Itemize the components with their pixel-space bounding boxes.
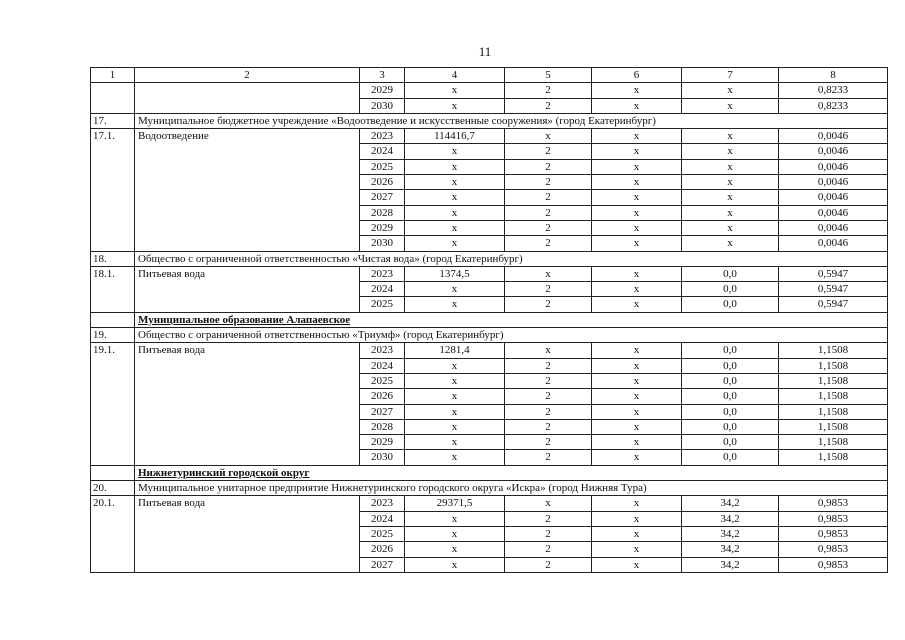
table-body (91, 68, 888, 573)
col7-cell: 34,2 (682, 511, 779, 526)
item-name-cell (135, 373, 360, 388)
item-name-cell (135, 236, 360, 251)
item-name-cell: Питьевая вода (135, 343, 360, 358)
value-cell: 1281,4 (405, 343, 505, 358)
item-number-cell: 17.1. (91, 129, 135, 144)
col6-cell: х (592, 404, 682, 419)
item-number-cell (91, 526, 135, 541)
value-cell: х (405, 159, 505, 174)
value-cell: х (405, 175, 505, 190)
col5-cell: х (505, 266, 592, 281)
year-cell: 2025 (360, 159, 405, 174)
col7-cell: х (682, 190, 779, 205)
item-number-cell (91, 358, 135, 373)
col7-cell: 0,0 (682, 282, 779, 297)
col5-cell: 2 (505, 190, 592, 205)
section-title: Нижнетуринский городской округ (138, 466, 310, 479)
value-cell: х (405, 526, 505, 541)
item-number-cell (91, 542, 135, 557)
header-cell: 1 (91, 68, 135, 83)
value-cell: 1374,5 (405, 266, 505, 281)
value-cell: х (405, 144, 505, 159)
item-name-cell (135, 526, 360, 541)
item-name-cell (135, 190, 360, 205)
col7-cell: 0,0 (682, 419, 779, 434)
col5-cell: 2 (505, 389, 592, 404)
col5-cell: 2 (505, 526, 592, 541)
col7-cell: 0,0 (682, 373, 779, 388)
organization-row (91, 251, 888, 266)
col6-cell: х (592, 98, 682, 113)
item-number-cell (91, 389, 135, 404)
item-number-cell: 18.1. (91, 266, 135, 281)
item-number-cell (91, 282, 135, 297)
year-cell: 2027 (360, 557, 405, 572)
col5-cell: 2 (505, 175, 592, 190)
col5-cell: 2 (505, 159, 592, 174)
item-name-cell (135, 419, 360, 434)
value-cell: х (405, 297, 505, 312)
org-number-cell: 20. (91, 481, 135, 496)
col5-cell: 2 (505, 282, 592, 297)
col7-cell: 34,2 (682, 526, 779, 541)
col5-cell: 2 (505, 358, 592, 373)
header-cell: 4 (405, 68, 505, 83)
table-row (91, 557, 888, 572)
year-cell: 2023 (360, 496, 405, 511)
item-name-cell (135, 358, 360, 373)
header-cell: 3 (360, 68, 405, 83)
item-number-cell: 19.1. (91, 343, 135, 358)
col6-cell: х (592, 220, 682, 235)
col8-cell: 0,5947 (779, 282, 888, 297)
value-cell: х (405, 542, 505, 557)
item-number-cell (91, 435, 135, 450)
value-cell: х (405, 236, 505, 251)
section-row (91, 465, 888, 480)
header-cell: 6 (592, 68, 682, 83)
item-name-cell: Водоотведение (135, 129, 360, 144)
value-cell: х (405, 435, 505, 450)
item-name-cell (135, 205, 360, 220)
year-cell: 2024 (360, 358, 405, 373)
value-cell: х (405, 389, 505, 404)
value-cell: х (405, 83, 505, 98)
col7-cell: 0,0 (682, 343, 779, 358)
value-cell: х (405, 557, 505, 572)
section-number-cell (91, 312, 135, 327)
col5-cell: 2 (505, 511, 592, 526)
year-cell: 2028 (360, 205, 405, 220)
table-row (91, 175, 888, 190)
item-name-cell: Питьевая вода (135, 496, 360, 511)
year-cell: 2023 (360, 129, 405, 144)
item-number-cell (91, 404, 135, 419)
table-row (91, 144, 888, 159)
year-cell: 2025 (360, 526, 405, 541)
value-cell: х (405, 98, 505, 113)
tariff-table (90, 67, 888, 573)
item-name-cell (135, 282, 360, 297)
col7-cell: х (682, 220, 779, 235)
col8-cell: 1,1508 (779, 419, 888, 434)
org-name-cell: Общество с ограниченной ответственностью «Чистая вода» (город Екатеринбург) (135, 251, 888, 266)
col8-cell: 0,9853 (779, 526, 888, 541)
value-cell: 114416,7 (405, 129, 505, 144)
col5-cell: 2 (505, 542, 592, 557)
col7-cell: 0,0 (682, 297, 779, 312)
col7-cell: х (682, 129, 779, 144)
year-cell: 2024 (360, 144, 405, 159)
col6-cell: х (592, 83, 682, 98)
header-cell: 8 (779, 68, 888, 83)
value-cell: х (405, 419, 505, 434)
value-cell: х (405, 358, 505, 373)
value-cell: х (405, 205, 505, 220)
item-number-cell (91, 98, 135, 113)
col5-cell: 2 (505, 297, 592, 312)
col5-cell: 2 (505, 435, 592, 450)
col6-cell: х (592, 511, 682, 526)
year-cell: 2030 (360, 450, 405, 465)
col5-cell: 2 (505, 557, 592, 572)
col6-cell: х (592, 159, 682, 174)
col8-cell: 0,0046 (779, 236, 888, 251)
table-row (91, 343, 888, 358)
col6-cell: х (592, 297, 682, 312)
col6-cell: х (592, 236, 682, 251)
col5-cell: 2 (505, 373, 592, 388)
col5-cell: 2 (505, 98, 592, 113)
col7-cell: х (682, 175, 779, 190)
col5-cell: 2 (505, 236, 592, 251)
section-title: Муниципальное образование Алапаевское (138, 313, 351, 326)
org-name-cell: Общество с ограниченной ответственностью «Триумф» (город Екатеринбург) (135, 328, 888, 343)
table-row (91, 373, 888, 388)
value-cell: х (405, 450, 505, 465)
col6-cell: х (592, 435, 682, 450)
table-row (91, 450, 888, 465)
item-number-cell (91, 190, 135, 205)
year-cell: 2028 (360, 419, 405, 434)
year-cell: 2029 (360, 220, 405, 235)
col7-cell: 34,2 (682, 557, 779, 572)
value-cell: х (405, 220, 505, 235)
section-row (91, 312, 888, 327)
col7-cell: х (682, 159, 779, 174)
col7-cell: 0,0 (682, 450, 779, 465)
item-name-cell (135, 435, 360, 450)
table-row (91, 98, 888, 113)
item-name-cell (135, 220, 360, 235)
org-name-cell: Муниципальное унитарное предприятие Нижнетуринского городского округа «Искра» (город Нижняя Тура) (135, 481, 888, 496)
year-cell: 2023 (360, 343, 405, 358)
table-row (91, 358, 888, 373)
year-cell: 2030 (360, 236, 405, 251)
col7-cell: 34,2 (682, 542, 779, 557)
table-row (91, 83, 888, 98)
item-name-cell (135, 159, 360, 174)
section-number-cell (91, 465, 135, 480)
col8-cell: 0,0046 (779, 190, 888, 205)
table-row (91, 404, 888, 419)
table-row (91, 496, 888, 511)
col6-cell: х (592, 144, 682, 159)
page-number: 11 (478, 44, 492, 59)
value-cell: 29371,5 (405, 496, 505, 511)
col5-cell: х (505, 343, 592, 358)
item-number-cell (91, 511, 135, 526)
col8-cell: 0,8233 (779, 83, 888, 98)
col7-cell: 0,0 (682, 389, 779, 404)
col6-cell: х (592, 373, 682, 388)
year-cell: 2029 (360, 435, 405, 450)
col5-cell: х (505, 496, 592, 511)
value-cell: х (405, 511, 505, 526)
col6-cell: х (592, 343, 682, 358)
col5-cell: 2 (505, 83, 592, 98)
table-row (91, 511, 888, 526)
table-row (91, 526, 888, 541)
year-cell: 2029 (360, 83, 405, 98)
col6-cell: х (592, 450, 682, 465)
col7-cell: х (682, 144, 779, 159)
org-name-cell: Муниципальное бюджетное учреждение «Водоотведение и искусственные сооружения» (город Екатеринбург) (135, 113, 888, 128)
year-cell: 2026 (360, 389, 405, 404)
year-cell: 2026 (360, 175, 405, 190)
year-cell: 2030 (360, 98, 405, 113)
table-row (91, 435, 888, 450)
item-name-cell (135, 511, 360, 526)
item-number-cell (91, 557, 135, 572)
year-cell: 2023 (360, 266, 405, 281)
year-cell: 2024 (360, 511, 405, 526)
table-row (91, 282, 888, 297)
col7-cell: 0,0 (682, 358, 779, 373)
item-number-cell (91, 83, 135, 98)
table-row (91, 129, 888, 144)
item-name-cell (135, 557, 360, 572)
col8-cell: 0,0046 (779, 129, 888, 144)
table-row (91, 297, 888, 312)
col7-cell: 34,2 (682, 496, 779, 511)
item-name-cell (135, 83, 360, 98)
col7-cell: 0,0 (682, 266, 779, 281)
section-title-cell (135, 312, 888, 327)
item-name-cell (135, 144, 360, 159)
org-number-cell: 18. (91, 251, 135, 266)
col8-cell: 1,1508 (779, 450, 888, 465)
table-row (91, 205, 888, 220)
col8-cell: 0,8233 (779, 98, 888, 113)
col8-cell: 0,0046 (779, 159, 888, 174)
item-number-cell: 20.1. (91, 496, 135, 511)
col5-cell: 2 (505, 205, 592, 220)
value-cell: х (405, 373, 505, 388)
item-name-cell (135, 404, 360, 419)
col6-cell: х (592, 358, 682, 373)
col5-cell: 2 (505, 419, 592, 434)
col8-cell: 1,1508 (779, 389, 888, 404)
col6-cell: х (592, 389, 682, 404)
header-cell: 7 (682, 68, 779, 83)
table-row (91, 542, 888, 557)
item-number-cell (91, 419, 135, 434)
col5-cell: х (505, 129, 592, 144)
col6-cell: х (592, 266, 682, 281)
header-cell: 5 (505, 68, 592, 83)
item-name-cell: Питьевая вода (135, 266, 360, 281)
col6-cell: х (592, 282, 682, 297)
item-name-cell (135, 175, 360, 190)
item-number-cell (91, 144, 135, 159)
col8-cell: 0,5947 (779, 297, 888, 312)
value-cell: х (405, 190, 505, 205)
table-row (91, 389, 888, 404)
col6-cell: х (592, 175, 682, 190)
item-number-cell (91, 297, 135, 312)
col7-cell: х (682, 98, 779, 113)
col8-cell: 0,9853 (779, 542, 888, 557)
col8-cell: 1,1508 (779, 373, 888, 388)
year-cell: 2027 (360, 404, 405, 419)
col5-cell: 2 (505, 220, 592, 235)
value-cell: х (405, 404, 505, 419)
table-row (91, 236, 888, 251)
table-row (91, 419, 888, 434)
org-number-cell: 19. (91, 328, 135, 343)
col7-cell: х (682, 83, 779, 98)
col5-cell: 2 (505, 450, 592, 465)
organization-row (91, 481, 888, 496)
header-cell: 2 (135, 68, 360, 83)
col7-cell: 0,0 (682, 435, 779, 450)
col8-cell: 0,9853 (779, 511, 888, 526)
col8-cell: 1,1508 (779, 358, 888, 373)
year-cell: 2026 (360, 542, 405, 557)
col8-cell: 1,1508 (779, 343, 888, 358)
item-number-cell (91, 373, 135, 388)
col8-cell: 0,0046 (779, 175, 888, 190)
col8-cell: 1,1508 (779, 404, 888, 419)
col6-cell: х (592, 542, 682, 557)
section-title-cell (135, 465, 888, 480)
year-cell: 2024 (360, 282, 405, 297)
col8-cell: 0,0046 (779, 220, 888, 235)
col6-cell: х (592, 190, 682, 205)
item-name-cell (135, 542, 360, 557)
col5-cell: 2 (505, 144, 592, 159)
item-number-cell (91, 175, 135, 190)
col6-cell: х (592, 557, 682, 572)
col8-cell: 0,9853 (779, 557, 888, 572)
table-row (91, 220, 888, 235)
item-name-cell (135, 450, 360, 465)
col6-cell: х (592, 419, 682, 434)
table-row (91, 159, 888, 174)
item-number-cell (91, 450, 135, 465)
col8-cell: 0,0046 (779, 205, 888, 220)
year-cell: 2025 (360, 373, 405, 388)
col7-cell: х (682, 236, 779, 251)
col8-cell: 0,0046 (779, 144, 888, 159)
item-name-cell (135, 389, 360, 404)
organization-row (91, 113, 888, 128)
item-number-cell (91, 159, 135, 174)
item-number-cell (91, 236, 135, 251)
value-cell: х (405, 282, 505, 297)
item-number-cell (91, 220, 135, 235)
col6-cell: х (592, 526, 682, 541)
col6-cell: х (592, 496, 682, 511)
col8-cell: 0,5947 (779, 266, 888, 281)
table-row (91, 266, 888, 281)
organization-row (91, 328, 888, 343)
col6-cell: х (592, 205, 682, 220)
year-cell: 2027 (360, 190, 405, 205)
item-name-cell (135, 98, 360, 113)
col8-cell: 0,9853 (779, 496, 888, 511)
col8-cell: 1,1508 (779, 435, 888, 450)
header-row (91, 68, 888, 83)
item-number-cell (91, 205, 135, 220)
table-row (91, 190, 888, 205)
col5-cell: 2 (505, 404, 592, 419)
col7-cell: 0,0 (682, 404, 779, 419)
col6-cell: х (592, 129, 682, 144)
year-cell: 2025 (360, 297, 405, 312)
item-name-cell (135, 297, 360, 312)
col7-cell: х (682, 205, 779, 220)
org-number-cell: 17. (91, 113, 135, 128)
